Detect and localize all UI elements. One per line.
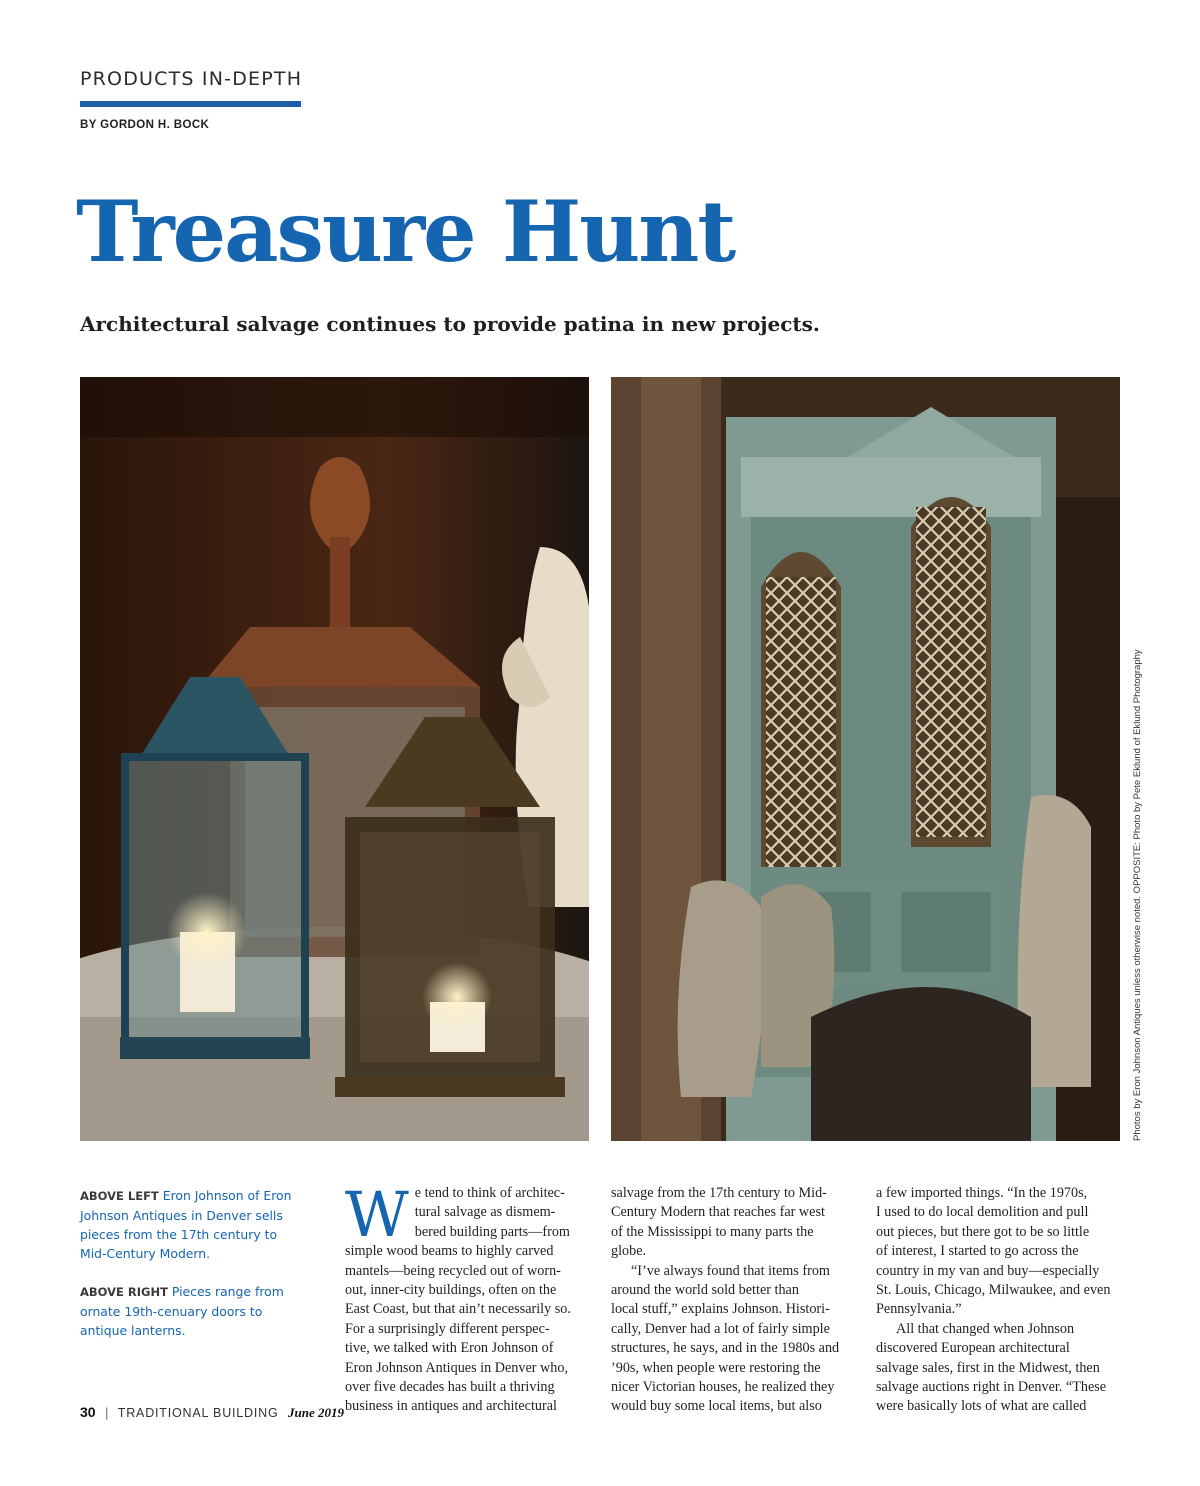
carved-doors-photo: [611, 377, 1120, 1141]
body-line: cally, Denver had a lot of fairly simple: [611, 1320, 830, 1337]
byline: BY GORDON H. BOCK: [80, 119, 210, 131]
body-line: bered building parts—from: [414, 1223, 570, 1240]
body-column-1: [345, 1178, 593, 1417]
body-line: out pieces, but there got to be so little: [876, 1223, 1090, 1240]
body-line: over five decades has built a thriving: [345, 1379, 555, 1396]
body-line: tural salvage as dismem-: [414, 1204, 556, 1221]
section-rule: [80, 101, 301, 107]
body-line: St. Louis, Chicago, Milwaukee, and even: [876, 1282, 1111, 1299]
body-line: out, inner-city buildings, often on the: [345, 1282, 557, 1299]
caption-above-right: [80, 1282, 295, 1340]
body-line: ’90s, when people were restoring the: [611, 1359, 821, 1376]
caption-above-left: [80, 1186, 295, 1263]
section-label: PRODUCTS IN-DEPTH: [80, 68, 303, 90]
body-line: mantels—being recycled out of worn-: [345, 1262, 561, 1279]
body-line: business in antiques and architectural: [345, 1398, 557, 1415]
body-column-2: [611, 1184, 859, 1417]
body-line: Century Modern that reaches far west: [611, 1204, 825, 1221]
body-line: East Coast, but that ain’t necessarily so.: [345, 1301, 571, 1318]
page-footer: [80, 1404, 344, 1421]
caption-head: ABOVE LEFT: [80, 1189, 159, 1203]
body-line: simple wood beams to highly carved: [345, 1243, 554, 1260]
body-line: of the Mississippi to many parts the: [611, 1223, 814, 1240]
body-line: Pennsylvania.”: [876, 1301, 962, 1318]
page-number: 30: [80, 1404, 96, 1420]
body-line: salvage sales, first in the Midwest, then: [876, 1359, 1100, 1376]
body-line: “I’ve always found that items from: [631, 1262, 830, 1279]
issue-date: June 2019: [287, 1405, 344, 1420]
body-line: around the world sold better than: [611, 1282, 799, 1299]
body-line: local stuff,” explains Johnson. Histori-: [611, 1301, 830, 1318]
footer-separator: |: [105, 1406, 109, 1420]
body-line: nicer Victorian houses, he realized they: [611, 1379, 835, 1396]
body-column-3: [876, 1184, 1124, 1417]
body-line: Eron Johnson Antiques in Denver who,: [345, 1359, 569, 1376]
caption-text: Eron Johnson of Eron Johnson Antiques in Denver sells pieces from the 17th century to Mid-Century Modern.: [80, 1188, 292, 1261]
publication-name: TRADITIONAL BUILDING: [117, 1406, 279, 1420]
body-line: of interest, I started to go across the: [876, 1243, 1079, 1260]
article-subtitle: Architectural salvage continues to provide patina in new projects.: [80, 312, 820, 336]
caption-text: Pieces range from ornate 19th-cenuary doors to antique lanterns.: [80, 1284, 284, 1338]
body-line: discovered European architectural: [876, 1340, 1070, 1357]
article-title: Treasure Hunt: [76, 182, 735, 281]
body-line: country in my van and buy—especially: [876, 1262, 1100, 1279]
body-line: e tend to think of architec-: [414, 1185, 565, 1201]
body-line: salvage from the 17th century to Mid-: [611, 1185, 827, 1201]
body-line: globe.: [611, 1243, 647, 1260]
dropcap: W: [345, 1178, 409, 1251]
body-line: tive, we talked with Eron Johnson of: [345, 1340, 554, 1357]
body-line: salvage auctions right in Denver. “These: [876, 1379, 1107, 1396]
body-line: All that changed when Johnson: [896, 1320, 1075, 1337]
body-line: a few imported things. “In the 1970s,: [876, 1185, 1088, 1201]
body-line: For a surprisingly different perspec-: [345, 1320, 550, 1337]
body-line: would buy some local items, but also: [611, 1398, 822, 1415]
caption-head: ABOVE RIGHT: [80, 1285, 168, 1299]
body-line: structures, he says, and in the 1980s and: [611, 1340, 840, 1357]
body-line: were basically lots of what are called: [876, 1398, 1087, 1415]
lanterns-photo: [80, 377, 589, 1141]
photo-credit: Photos by Eron Johnson Antiques unless otherwise noted. OPPOSITE: Photo by Pete Eklund of Eklund Photography: [1132, 649, 1143, 1141]
body-line: I used to do local demolition and pull: [876, 1204, 1089, 1221]
